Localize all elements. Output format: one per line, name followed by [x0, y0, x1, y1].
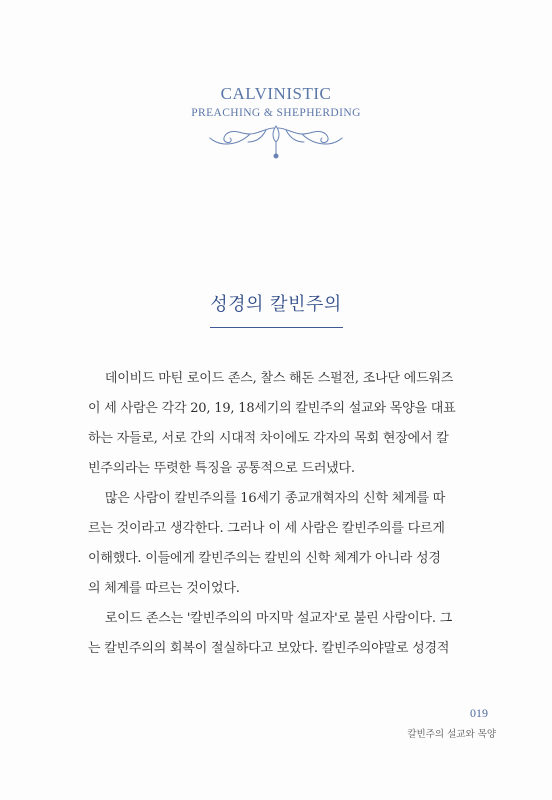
text-line: 로이드 존스는 '칼빈주의의 마지막 설교자'로 불린 사람이다. 그	[104, 611, 453, 626]
paragraph-3	[88, 604, 478, 664]
body-text	[88, 364, 478, 664]
title-underline	[210, 327, 343, 328]
running-footer-title: 칼빈주의 설교와 목양	[407, 729, 496, 740]
text-line: 빈주의라는 뚜렷한 특징을 공통적으로 드러냈다.	[88, 461, 355, 476]
header-title-line1: CALVINISTIC	[220, 84, 332, 103]
page-number: 019	[470, 706, 488, 720]
header-title-line2: PREACHING & SHEPHERDING	[191, 107, 361, 119]
text-line: 많은 사람이 칼빈주의를 16세기 종교개혁자의 신학 체계를 따	[104, 491, 446, 506]
text-line: 이해했다. 이들에게 칼빈주의는 칼빈의 신학 체계가 아니라 성경	[88, 551, 441, 566]
text-line: 의 체계를 따르는 것이었다.	[88, 581, 240, 596]
text-line: 르는 것이라고 생각한다. 그러나 이 세 사람은 칼빈주의를 다르게	[88, 521, 445, 536]
paragraph-2	[88, 484, 478, 604]
paragraph-1	[88, 364, 478, 484]
running-header	[0, 84, 552, 120]
text-line: 는 칼빈주의의 회복이 절실하다고 보았다. 칼빈주의야말로 성경적	[88, 641, 450, 656]
flourish-ornament-icon	[206, 120, 346, 160]
text-line: 데이비드 마틴 로이드 존스, 찰스 해돈 스펄전, 조나단 에드워즈	[104, 371, 454, 386]
chapter-title: 성경의 칼빈주의	[210, 294, 342, 315]
text-line: 하는 자들로, 서로 간의 시대적 차이에도 각자의 목회 현장에서 칼	[88, 431, 449, 446]
text-line: 이 세 사람은 각각 20, 19, 18세기의 칼빈주의 설교와 목양을 대표	[88, 401, 456, 416]
